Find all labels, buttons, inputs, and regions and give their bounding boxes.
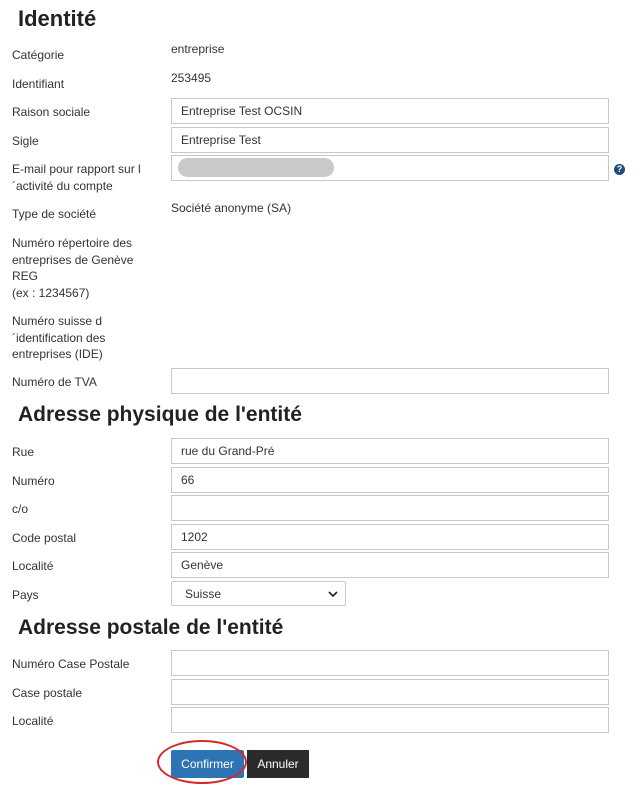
pays-label: Pays: [12, 588, 39, 602]
postal-localite-input[interactable]: [171, 707, 609, 733]
case-postale-input[interactable]: [171, 679, 609, 705]
reg-label-line1: Numéro répertoire des entreprises de Genève REG: [12, 236, 134, 283]
numero-input[interactable]: [171, 467, 609, 493]
tva-input[interactable]: [171, 368, 609, 394]
pays-selected-value: Suisse: [185, 587, 222, 601]
numero-case-label: Numéro Case Postale: [12, 657, 130, 671]
reg-label: [12, 235, 162, 301]
tva-label: Numéro de TVA: [12, 375, 97, 389]
raison-sociale-input[interactable]: [171, 98, 609, 124]
sigle-label: Sigle: [12, 134, 39, 148]
identifiant-value: 253495: [171, 71, 212, 85]
rue-input[interactable]: [171, 438, 609, 464]
identity-heading: Identité: [18, 6, 97, 31]
confirm-button[interactable]: Confirmer: [171, 750, 244, 778]
identifiant-label: Identifiant: [12, 77, 65, 91]
categorie-label: Catégorie: [12, 48, 65, 62]
redacted-email-value: [178, 158, 334, 177]
numero-case-input[interactable]: [171, 650, 609, 676]
cancel-button[interactable]: Annuler: [247, 750, 309, 778]
ide-label: Numéro suisse d´identification des entreprises (IDE): [12, 314, 106, 361]
categorie-value: entreprise: [171, 42, 225, 56]
chevron-down-icon: [327, 588, 339, 600]
raison-sociale-label: Raison sociale: [12, 105, 91, 119]
type-societe-value: Société anonyme (SA): [171, 201, 292, 215]
code-postal-label: Code postal: [12, 531, 77, 545]
code-postal-input[interactable]: [171, 524, 609, 550]
postal-localite-label: Localité: [12, 714, 54, 728]
sigle-input[interactable]: [171, 127, 609, 153]
postal-address-heading: Adresse postale de l'entité: [18, 616, 284, 639]
localite-label: Localité: [12, 559, 54, 573]
co-input[interactable]: [171, 495, 609, 521]
pays-select[interactable]: [171, 581, 346, 606]
type-societe-label: Type de société: [12, 207, 97, 221]
case-postale-label: Case postale: [12, 686, 83, 700]
rue-label: Rue: [12, 445, 35, 459]
localite-input[interactable]: [171, 552, 609, 578]
email-label: E-mail pour rapport sur l´activité du compte: [12, 162, 141, 193]
numero-label: Numéro: [12, 474, 55, 488]
reg-label-line2: (ex : 1234567): [12, 285, 90, 300]
co-label: c/o: [12, 502, 29, 516]
question-circle-icon[interactable]: ?: [614, 164, 625, 175]
physical-address-heading: Adresse physique de l'entité: [18, 403, 302, 426]
